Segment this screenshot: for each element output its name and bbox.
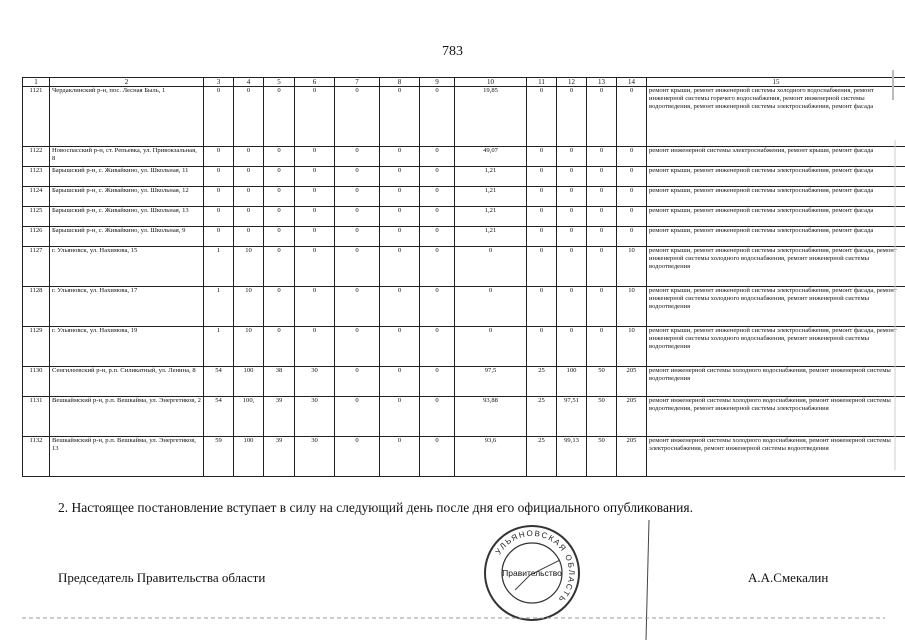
table-cell: 0 [380,287,420,327]
table-row [23,167,905,187]
table-cell: ремонт инженерной системы холодного водоснабжения, ремонт инженерной системы водоотведения [647,367,905,397]
table-cell: 0 [587,207,617,227]
table-cell: 50 [587,397,617,437]
table-cell: 0 [295,227,335,247]
table-cell: 25 [527,397,557,437]
table-cell: Вешкаймский р-н, р.п. Вешкайма, ул. Энергетиков, 2 [50,397,204,437]
table-cell: 0 [380,367,420,397]
table-cell: 0 [380,147,420,167]
table-cell: 39 [264,397,295,437]
table-cell: 0 [420,187,455,207]
table-cell: 0 [335,227,380,247]
table-cell: 1125 [23,207,50,227]
table-cell: 0 [557,187,587,207]
table-cell: 0 [587,167,617,187]
table-cell: 0 [420,287,455,327]
table-cell: ремонт крыши, ремонт инженерной системы электроснабжения, ремонт фасада, ремонт инженерной системы холодного водоснабжения, ремонт инженерной системы водоотведения [647,287,905,327]
table-cell: 0 [420,247,455,287]
table-cell: 0 [557,87,587,147]
signer-name: А.А.Смекалин [748,570,829,585]
table-cell: 0 [587,147,617,167]
table-cell: 0 [335,437,380,477]
table-cell: 100, [234,397,264,437]
table-cell: 0 [264,187,295,207]
table-cell: 0 [420,87,455,147]
table-cell: 0 [295,87,335,147]
table-row [23,227,905,247]
table-cell: ремонт крыши, ремонт инженерной системы электроснабжения, ремонт фасада, ремонт инженерной системы холодного водоснабжения, ремонт инженерной системы водоотведения [647,247,905,287]
table-cell: 93,6 [455,437,527,477]
svg-text:УЛЬЯНОВСКАЯ ОБЛАСТЬ [494,529,576,605]
table-cell: 10 [617,247,647,287]
table-cell: 0 [587,227,617,247]
table-cell: 0 [204,147,234,167]
table-cell: 0 [204,207,234,227]
table-cell: 0 [380,187,420,207]
table-cell: 10 [234,327,264,367]
page-number: 783 [442,44,463,59]
table-cell: 0 [617,187,647,207]
table-cell: 0 [264,227,295,247]
table-cell: г. Ульяновск, ул. Нахимова, 19 [50,327,204,367]
table-cell: 10 [617,287,647,327]
table-cell: 0 [587,247,617,287]
table-cell: 0 [264,87,295,147]
table-cell: 1126 [23,227,50,247]
table-cell: 0 [335,247,380,287]
table-cell: 0 [420,207,455,227]
table-cell: 0 [295,147,335,167]
table-row [23,437,905,477]
table-cell: 19,85 [455,87,527,147]
table-cell: 1,21 [455,227,527,247]
table-cell: 0 [234,207,264,227]
table-cell: 0 [204,187,234,207]
table-cell: ремонт крыши, ремонт инженерной системы электроснабжения, ремонт фасада [647,167,905,187]
header-cell: 7 [335,78,380,87]
table-cell: 25 [527,367,557,397]
table-cell: 1128 [23,287,50,327]
table-cell: ремонт инженерной системы холодного водоснабжения, ремонт инженерной системы электроснабжения, ремонт инженерной системы водоотведения [647,437,905,477]
table-cell: 0 [557,147,587,167]
table-cell: 1,21 [455,167,527,187]
table-cell: 100 [557,367,587,397]
table-cell: 0 [264,247,295,287]
table-cell: 0 [617,207,647,227]
table-cell: 0 [380,227,420,247]
table-cell: 0 [420,227,455,247]
table-cell: 1 [204,247,234,287]
table-cell: 0 [527,287,557,327]
table-cell: 0 [264,327,295,367]
table-cell: 10 [234,287,264,327]
table-cell: Чердаклинский р-н, пос. Лесная Быль, 1 [50,87,204,147]
table-cell: 0 [527,87,557,147]
table-cell: 0 [527,227,557,247]
table-cell: 0 [455,247,527,287]
header-cell: 8 [380,78,420,87]
table-cell: 0 [295,167,335,187]
table-cell: 0 [335,187,380,207]
table-cell: 38 [264,367,295,397]
table-row [23,397,905,437]
table-cell: 1121 [23,87,50,147]
table-cell: 1 [204,287,234,327]
table-cell: 50 [587,437,617,477]
table-cell: 0 [295,327,335,367]
header-cell: 10 [455,78,527,87]
table-cell: 0 [557,227,587,247]
table-cell: 59 [204,437,234,477]
table-cell: 39 [264,437,295,477]
table-cell: 100 [234,437,264,477]
table-header-row [23,78,905,87]
table-cell: 0 [335,397,380,437]
table-cell: 10 [617,327,647,367]
table-cell: 0 [264,167,295,187]
table-cell: 0 [455,287,527,327]
table-cell: 0 [295,187,335,207]
table-cell: 1131 [23,397,50,437]
table-cell: 1132 [23,437,50,477]
table-row [23,187,905,207]
resolution-effective-date-text: 2. Настоящее постановление вступает в силу на следующий день после дня его официального опубликования. [58,500,693,515]
table-cell: ремонт крыши, ремонт инженерной системы электроснабжения, ремонт фасада [647,187,905,207]
table-cell: 0 [295,207,335,227]
table-cell: 0 [380,327,420,367]
table-cell: 0 [527,187,557,207]
header-cell: 3 [204,78,234,87]
table-cell: 205 [617,367,647,397]
official-seal [482,523,582,623]
table-cell: 0 [295,287,335,327]
table-cell: 30 [295,367,335,397]
table-cell: 0 [380,167,420,187]
header-cell: 12 [557,78,587,87]
table-row [23,247,905,287]
table-cell: 0 [527,167,557,187]
table-cell: 0 [557,327,587,367]
table-cell: Барышский р-н, с. Живайкино, ул. Школьная, 11 [50,167,204,187]
table-cell: 205 [617,397,647,437]
table-cell: г. Ульяновск, ул. Нахимова, 15 [50,247,204,287]
signer-title: Председатель Правительства области [58,570,266,585]
table-cell: 1124 [23,187,50,207]
header-cell: 14 [617,78,647,87]
table-cell: 1,21 [455,207,527,227]
table-cell: 0 [557,287,587,327]
table-cell: 0 [335,167,380,187]
table-cell: ремонт крыши, ремонт инженерной системы электроснабжения, ремонт фасада, ремонт инженерной системы холодного водоснабжения, ремонт инженерной системы водоотведения [647,327,905,367]
table-cell: 0 [420,147,455,167]
header-cell: 13 [587,78,617,87]
table-row [23,367,905,397]
header-cell: 1 [23,78,50,87]
table-cell: 0 [420,327,455,367]
table-cell: ремонт крыши, ремонт инженерной системы холодного водоснабжения, ремонт инженерной системы горячего водоснабжения, ремонт инженерной системы водоотведения, ремонт инженерной системы электроснабжения, ремонт фасада [647,87,905,147]
table-cell: 0 [264,287,295,327]
table-cell: 0 [455,327,527,367]
table-cell: 0 [234,227,264,247]
table-cell: 0 [335,367,380,397]
table-cell: 0 [587,287,617,327]
table-cell: ремонт крыши, ремонт инженерной системы электроснабжения, ремонт фасада [647,227,905,247]
table-cell: 0 [335,87,380,147]
table-cell: Вешкаймский р-н, р.п. Вешкайма, ул. Энергетиков, 13 [50,437,204,477]
table-cell: 30 [295,397,335,437]
table-row [23,327,905,367]
table-cell: 100 [234,367,264,397]
table-cell: 0 [380,437,420,477]
table-cell: 93,88 [455,397,527,437]
table-cell: 54 [204,367,234,397]
table-cell: 0 [617,87,647,147]
table-cell: 0 [527,207,557,227]
table-cell: 0 [380,397,420,437]
table-cell: 1129 [23,327,50,367]
table-row [23,287,905,327]
table-cell: 0 [527,247,557,287]
table-cell: 0 [380,247,420,287]
table-cell: 49,07 [455,147,527,167]
table-cell: Сенгилеевский р-н, р.п. Силикатный, ул. Ленина, 8 [50,367,204,397]
table-cell: 1130 [23,367,50,397]
table-cell: 0 [587,327,617,367]
table-cell: 97,5 [455,367,527,397]
table-cell: 0 [380,87,420,147]
table-cell: ремонт инженерной системы холодного водоснабжения, ремонт инженерной системы водоотведения, ремонт инженерной системы электроснабжения [647,397,905,437]
table-cell: Барышский р-н, с. Живайкино, ул. Школьная, 13 [50,207,204,227]
table-cell: 1123 [23,167,50,187]
table-cell: 0 [557,207,587,227]
table-cell: Барышский р-н, с. Живайкино, ул. Школьная, 12 [50,187,204,207]
table-cell: 99,13 [557,437,587,477]
table-cell: 0 [335,327,380,367]
header-cell: 5 [264,78,295,87]
table-row [23,147,905,167]
table-cell: 25 [527,437,557,477]
table-cell: 0 [335,287,380,327]
seal-center-text: Правительство [502,568,562,578]
table-cell: 0 [420,397,455,437]
table-cell: 0 [335,207,380,227]
table-row [23,207,905,227]
header-cell: 9 [420,78,455,87]
header-cell: 15 [647,78,905,87]
header-cell: 4 [234,78,264,87]
table-cell: г. Ульяновск, ул. Нахимова, 17 [50,287,204,327]
table-cell: 0 [204,87,234,147]
table-cell: ремонт инженерной системы электроснабжения, ремонт крыши, ремонт фасада [647,147,905,167]
table-cell: 0 [234,187,264,207]
table-cell: 205 [617,437,647,477]
table-cell: 0 [527,327,557,367]
table-cell: 0 [234,147,264,167]
table-cell: 0 [617,227,647,247]
table-cell: 0 [234,87,264,147]
table-cell: 30 [295,437,335,477]
table-cell: 0 [557,167,587,187]
table-cell: 0 [587,87,617,147]
table-cell: 0 [295,247,335,287]
table-cell: 0 [587,187,617,207]
header-cell: 2 [50,78,204,87]
table-cell: 0 [617,147,647,167]
table-cell: Новоспасский р-н, ст. Репьевка, ул. Привокзальная, 8 [50,147,204,167]
table-row [23,87,905,147]
table-cell: 0 [617,167,647,187]
table-cell: 0 [527,147,557,167]
table-cell: 1127 [23,247,50,287]
table-cell: 1122 [23,147,50,167]
table-cell: 0 [420,367,455,397]
table-cell: 0 [264,147,295,167]
table-cell: 0 [557,247,587,287]
header-cell: 6 [295,78,335,87]
repair-registry-table [22,77,905,477]
table-cell: 54 [204,397,234,437]
header-cell: 11 [527,78,557,87]
table-cell: 0 [335,147,380,167]
table-cell: 0 [204,167,234,187]
table-cell: 0 [420,437,455,477]
seal-ring-text: УЛЬЯНОВСКАЯ ОБЛАСТЬ [493,528,577,605]
table-cell: 0 [204,227,234,247]
table-cell: 1,21 [455,187,527,207]
table-cell: 0 [380,207,420,227]
table-cell: 10 [234,247,264,287]
table-cell: Барышский р-н, с. Живайкино, ул. Школьная, 9 [50,227,204,247]
table-cell: ремонт крыши, ремонт инженерной системы электроснабжения, ремонт фасада [647,207,905,227]
table-cell: 50 [587,367,617,397]
table-cell: 0 [234,167,264,187]
table-cell: 1 [204,327,234,367]
table-cell: 0 [264,207,295,227]
table-cell: 0 [420,167,455,187]
table-cell: 97,51 [557,397,587,437]
